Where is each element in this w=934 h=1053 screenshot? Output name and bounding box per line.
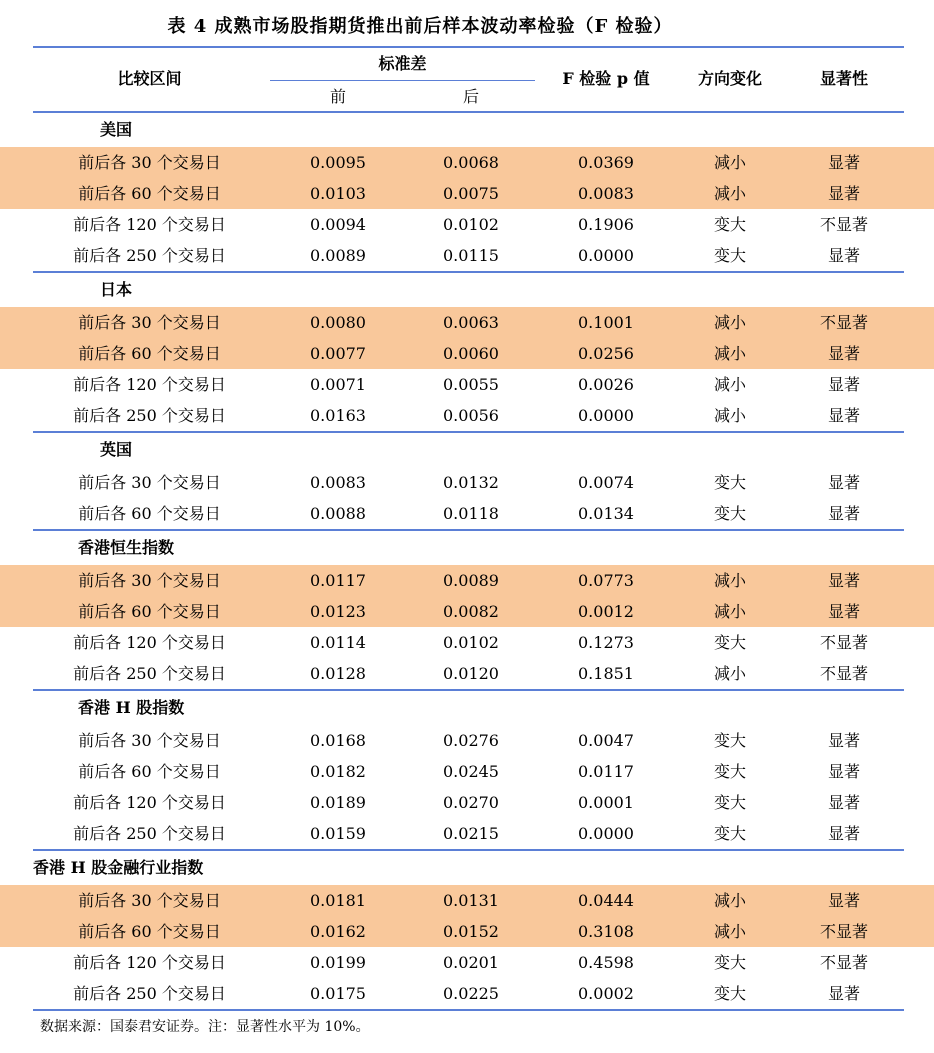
cell-std-after: 0.0055 — [443, 375, 499, 394]
cell-std-before: 0.0117 — [310, 571, 366, 590]
table-row — [0, 209, 934, 240]
table-row — [0, 947, 934, 978]
cell-interval: 前后各 120 个交易日 — [73, 953, 226, 972]
cell-pvalue: 0.0773 — [578, 571, 634, 590]
table-row — [0, 885, 934, 916]
cell-pvalue: 0.1273 — [578, 633, 634, 652]
cell-std-before: 0.0162 — [310, 922, 366, 941]
header-interval: 比较区间 — [117, 69, 182, 88]
cell-direction: 变大 — [713, 824, 746, 843]
table-row — [0, 467, 934, 498]
cell-std-after: 0.0102 — [443, 633, 499, 652]
cell-direction: 减小 — [713, 406, 746, 425]
cell-significance: 显著 — [827, 375, 860, 394]
cell-std-after: 0.0068 — [443, 153, 499, 172]
cell-std-after: 0.0060 — [443, 344, 499, 363]
table-row — [0, 307, 934, 338]
cell-interval: 前后各 60 个交易日 — [78, 184, 221, 203]
cell-interval: 前后各 120 个交易日 — [73, 215, 226, 234]
cell-direction: 变大 — [713, 633, 746, 652]
cell-std-after: 0.0075 — [443, 184, 499, 203]
table-top-rule — [33, 46, 904, 48]
cell-significance: 显著 — [827, 406, 860, 425]
cell-std-after: 0.0118 — [443, 504, 499, 523]
cell-std-after: 0.0102 — [443, 215, 499, 234]
cell-pvalue: 0.0002 — [578, 984, 634, 1003]
table-row — [0, 565, 934, 596]
cell-std-before: 0.0077 — [310, 344, 366, 363]
header-std: 标准差 — [378, 54, 427, 73]
cell-std-before: 0.0103 — [310, 184, 366, 203]
cell-pvalue: 0.1906 — [578, 215, 634, 234]
cell-direction: 变大 — [713, 953, 746, 972]
group-heading — [0, 531, 934, 565]
cell-interval: 前后各 60 个交易日 — [78, 922, 221, 941]
table-row — [0, 658, 934, 689]
table-title: 表 4 成熟市场股指期货推出前后样本波动率检验（F 检验） — [167, 16, 673, 37]
cell-interval: 前后各 30 个交易日 — [78, 571, 221, 590]
header-before: 前 — [329, 87, 346, 106]
cell-direction: 变大 — [713, 793, 746, 812]
group-name: 香港恒生指数 — [78, 538, 175, 557]
cell-significance: 显著 — [827, 891, 860, 910]
cell-std-after: 0.0131 — [443, 891, 499, 910]
cell-significance: 显著 — [827, 824, 860, 843]
cell-std-after: 0.0056 — [443, 406, 499, 425]
group-name: 美国 — [100, 120, 133, 139]
cell-pvalue: 0.0001 — [578, 793, 634, 812]
cell-interval: 前后各 60 个交易日 — [78, 602, 221, 621]
table-row — [0, 725, 934, 756]
cell-significance: 显著 — [827, 153, 860, 172]
group-heading — [0, 691, 934, 725]
header-after: 后 — [462, 87, 479, 106]
cell-std-before: 0.0095 — [310, 153, 366, 172]
cell-pvalue: 0.0074 — [578, 473, 634, 492]
cell-interval: 前后各 30 个交易日 — [78, 891, 221, 910]
cell-direction: 变大 — [713, 762, 746, 781]
cell-pvalue: 0.1001 — [578, 313, 634, 332]
table-row — [0, 338, 934, 369]
cell-interval: 前后各 60 个交易日 — [78, 344, 221, 363]
cell-pvalue: 0.3108 — [578, 922, 634, 941]
cell-std-before: 0.0189 — [310, 793, 366, 812]
cell-interval: 前后各 120 个交易日 — [73, 633, 226, 652]
source-note: 数据来源：国泰君安证券。注：显著性水平为 10%。 — [40, 1019, 370, 1035]
group-name: 日本 — [100, 280, 133, 299]
cell-significance: 不显著 — [819, 215, 868, 234]
cell-std-after: 0.0201 — [443, 953, 499, 972]
cell-direction: 减小 — [713, 153, 746, 172]
cell-std-after: 0.0089 — [443, 571, 499, 590]
cell-std-after: 0.0082 — [443, 602, 499, 621]
table-row — [0, 178, 934, 209]
cell-interval: 前后各 250 个交易日 — [73, 246, 226, 265]
table-row — [0, 400, 934, 431]
table-bottom-rule — [33, 1009, 904, 1011]
cell-std-after: 0.0225 — [443, 984, 499, 1003]
cell-significance: 显著 — [827, 246, 860, 265]
cell-std-before: 0.0168 — [310, 731, 366, 750]
cell-direction: 变大 — [713, 473, 746, 492]
cell-significance: 不显著 — [819, 922, 868, 941]
table-row — [0, 978, 934, 1009]
cell-significance: 不显著 — [819, 633, 868, 652]
cell-pvalue: 0.0026 — [578, 375, 634, 394]
cell-pvalue: 0.0117 — [578, 762, 634, 781]
cell-pvalue: 0.0369 — [578, 153, 634, 172]
cell-std-before: 0.0094 — [310, 215, 366, 234]
table-row — [0, 787, 934, 818]
cell-interval: 前后各 250 个交易日 — [73, 984, 226, 1003]
cell-pvalue: 0.0083 — [578, 184, 634, 203]
cell-std-before: 0.0182 — [310, 762, 366, 781]
cell-std-after: 0.0152 — [443, 922, 499, 941]
cell-direction: 变大 — [713, 984, 746, 1003]
cell-std-before: 0.0080 — [310, 313, 366, 332]
cell-direction: 变大 — [713, 215, 746, 234]
cell-interval: 前后各 30 个交易日 — [78, 313, 221, 332]
cell-pvalue: 0.0444 — [578, 891, 634, 910]
cell-interval: 前后各 250 个交易日 — [73, 824, 226, 843]
cell-direction: 减小 — [713, 375, 746, 394]
cell-std-before: 0.0181 — [310, 891, 366, 910]
cell-pvalue: 0.4598 — [578, 953, 634, 972]
cell-significance: 显著 — [827, 602, 860, 621]
cell-direction: 减小 — [713, 602, 746, 621]
group-name: 香港 H 股金融行业指数 — [33, 858, 204, 877]
group-heading — [0, 433, 934, 467]
cell-significance: 显著 — [827, 344, 860, 363]
group-name: 英国 — [100, 440, 133, 459]
cell-significance: 不显著 — [819, 664, 868, 683]
cell-std-after: 0.0132 — [443, 473, 499, 492]
cell-pvalue: 0.0000 — [578, 246, 634, 265]
cell-std-after: 0.0276 — [443, 731, 499, 750]
group-heading — [0, 273, 934, 307]
cell-direction: 减小 — [713, 313, 746, 332]
cell-interval: 前后各 120 个交易日 — [73, 793, 226, 812]
table-row — [0, 596, 934, 627]
cell-direction: 减小 — [713, 922, 746, 941]
cell-interval: 前后各 30 个交易日 — [78, 153, 221, 172]
cell-significance: 显著 — [827, 984, 860, 1003]
cell-direction: 减小 — [713, 571, 746, 590]
cell-interval: 前后各 30 个交易日 — [78, 731, 221, 750]
cell-direction: 变大 — [713, 731, 746, 750]
cell-std-before: 0.0159 — [310, 824, 366, 843]
cell-interval: 前后各 60 个交易日 — [78, 504, 221, 523]
cell-interval: 前后各 120 个交易日 — [73, 375, 226, 394]
cell-significance: 显著 — [827, 473, 860, 492]
cell-significance: 显著 — [827, 793, 860, 812]
cell-std-before: 0.0123 — [310, 602, 366, 621]
cell-direction: 变大 — [713, 504, 746, 523]
cell-interval: 前后各 250 个交易日 — [73, 406, 226, 425]
group-name: 香港 H 股指数 — [78, 698, 185, 717]
cell-pvalue: 0.0134 — [578, 504, 634, 523]
cell-pvalue: 0.0012 — [578, 602, 634, 621]
cell-direction: 减小 — [713, 184, 746, 203]
group-heading — [0, 851, 934, 885]
cell-std-before: 0.0199 — [310, 953, 366, 972]
table-body — [0, 113, 934, 1011]
cell-direction: 减小 — [713, 344, 746, 363]
table-row — [0, 756, 934, 787]
table-row — [0, 498, 934, 529]
cell-std-after: 0.0120 — [443, 664, 499, 683]
cell-std-after: 0.0245 — [443, 762, 499, 781]
cell-std-before: 0.0163 — [310, 406, 366, 425]
cell-pvalue: 0.0000 — [578, 824, 634, 843]
header-pvalue: F 检验 p 值 — [562, 69, 650, 88]
cell-pvalue: 0.0000 — [578, 406, 634, 425]
cell-significance: 显著 — [827, 571, 860, 590]
table-row — [0, 818, 934, 849]
cell-std-after: 0.0063 — [443, 313, 499, 332]
table-row — [0, 627, 934, 658]
cell-pvalue: 0.1851 — [578, 664, 634, 683]
cell-std-before: 0.0088 — [310, 504, 366, 523]
cell-significance: 显著 — [827, 184, 860, 203]
cell-direction: 减小 — [713, 664, 746, 683]
cell-direction: 变大 — [713, 246, 746, 265]
header-direction: 方向变化 — [697, 69, 762, 88]
cell-interval: 前后各 60 个交易日 — [78, 762, 221, 781]
table-row — [0, 240, 934, 271]
cell-interval: 前后各 250 个交易日 — [73, 664, 226, 683]
table-row — [0, 147, 934, 178]
group-heading — [0, 113, 934, 147]
table-row — [0, 369, 934, 400]
cell-pvalue: 0.0047 — [578, 731, 634, 750]
cell-significance: 不显著 — [819, 953, 868, 972]
cell-std-after: 0.0270 — [443, 793, 499, 812]
cell-std-after: 0.0115 — [443, 246, 499, 265]
cell-std-before: 0.0071 — [310, 375, 366, 394]
header-significance: 显著性 — [819, 69, 868, 88]
cell-significance: 不显著 — [819, 313, 868, 332]
cell-significance: 显著 — [827, 504, 860, 523]
table-row — [0, 916, 934, 947]
cell-interval: 前后各 30 个交易日 — [78, 473, 221, 492]
cell-pvalue: 0.0256 — [578, 344, 634, 363]
cell-significance: 显著 — [827, 762, 860, 781]
cell-significance: 显著 — [827, 731, 860, 750]
cell-std-before: 0.0114 — [310, 633, 366, 652]
cell-std-before: 0.0175 — [310, 984, 366, 1003]
header-std-rule — [270, 80, 535, 81]
cell-std-before: 0.0089 — [310, 246, 366, 265]
cell-std-after: 0.0215 — [443, 824, 499, 843]
cell-std-before: 0.0128 — [310, 664, 366, 683]
cell-std-before: 0.0083 — [310, 473, 366, 492]
cell-direction: 减小 — [713, 891, 746, 910]
